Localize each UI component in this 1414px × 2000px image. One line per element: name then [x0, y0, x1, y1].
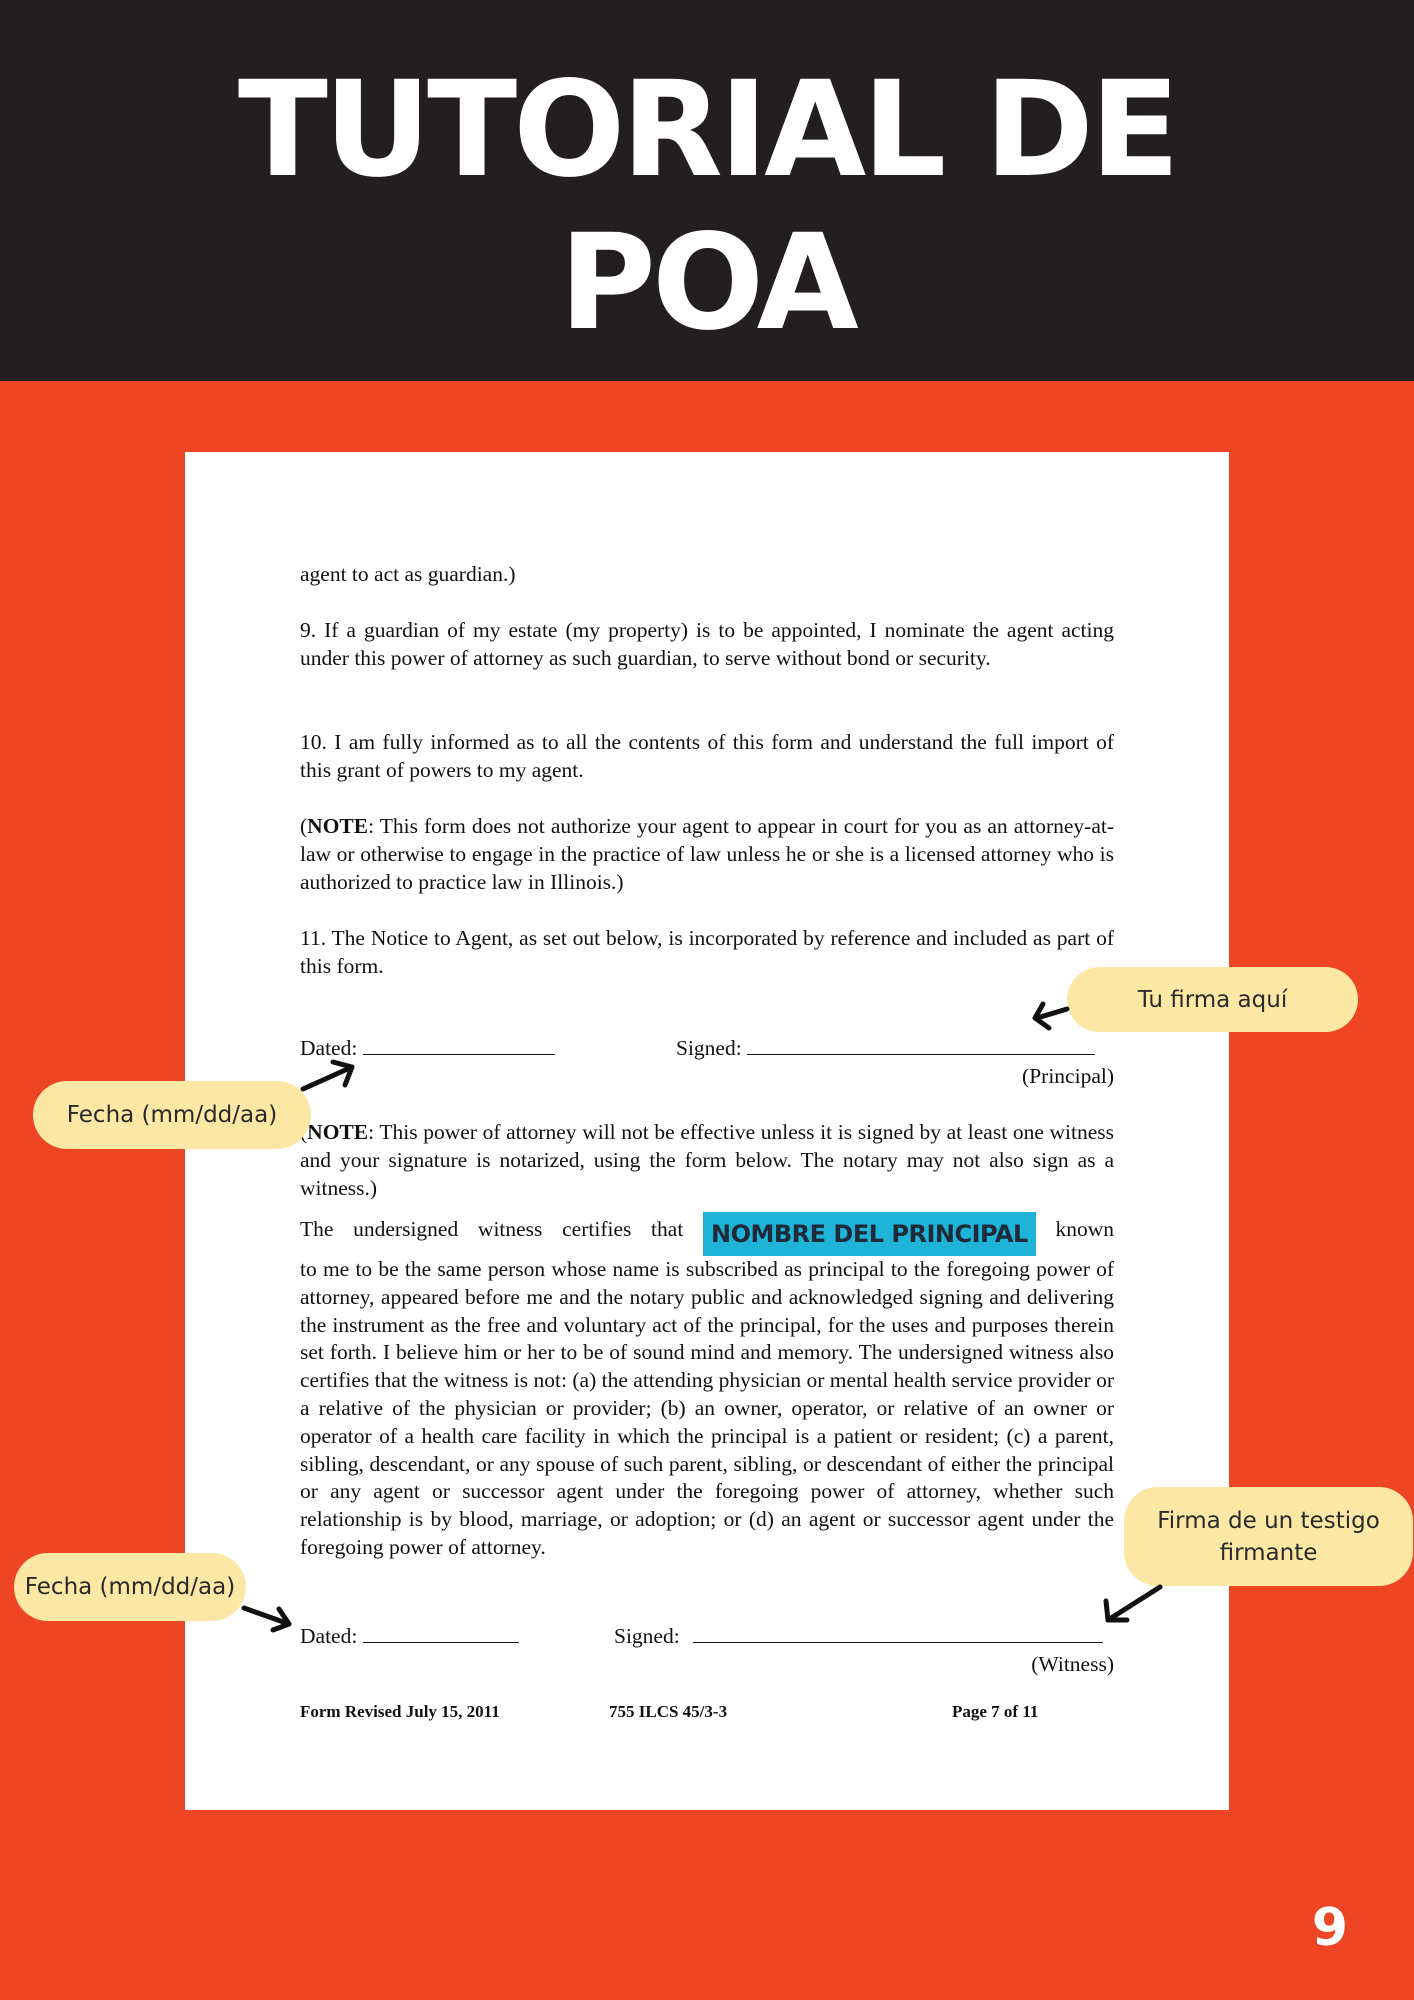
witness-signed-field[interactable]: [614, 1622, 1103, 1650]
principal-signed-field[interactable]: [676, 1034, 1095, 1062]
signature-blank[interactable]: [693, 1622, 1103, 1643]
paragraph-9: [300, 616, 1114, 672]
witness-text-start: The undersigned witness certifies that: [300, 1217, 684, 1241]
text-block: 9. If a guardian of my estate (my property) is to be appointed, I nominate the agent acting under this power of attorney as such guardian, to serve without bond or security.: [300, 618, 1114, 670]
callout-date-principal: Fecha (mm/dd/aa): [33, 1081, 311, 1149]
note-label: NOTE: [307, 1120, 369, 1144]
witness-label: (Witness): [1031, 1652, 1114, 1676]
signed-label: Signed:: [676, 1036, 742, 1060]
signature-blank[interactable]: [747, 1034, 1095, 1055]
note-paragraph-2: [300, 1118, 1114, 1202]
title-banner: [0, 0, 1414, 381]
note-text: : This form does not authorize your agent to appear in court for you as an attorney-at-law or otherwise to engage in the practice of law unless he or she is a licensed attorney who is authorized to practice law in Illinois.): [300, 814, 1114, 894]
footer-statute: 755 ILCS 45/3-3: [609, 1702, 728, 1721]
paragraph-10: [300, 728, 1114, 784]
note-label: NOTE: [307, 814, 369, 838]
callout-date-witness: Fecha (mm/dd/aa): [14, 1553, 246, 1621]
page-title-line-2: POA: [559, 206, 855, 360]
note-text: : This power of attorney will not be effective unless it is signed by at least one witness and your signature is notarized, using the form below. The notary may not also sign as a witness.): [300, 1120, 1114, 1200]
text-block: 10. I am fully informed as to all the contents of this form and understand the full import of this grant of powers to my agent.: [300, 730, 1114, 782]
text-block: 11. The Notice to Agent, as set out below, is incorporated by reference and included as part of this form.: [300, 926, 1114, 978]
dated-label: Dated:: [300, 1036, 358, 1060]
paragraph-11: [300, 924, 1114, 980]
footer-revised: Form Revised July 15, 2011: [300, 1702, 500, 1721]
witness-dated-field[interactable]: [300, 1622, 519, 1650]
dated-label: Dated:: [300, 1624, 358, 1648]
footer-page: Page 7 of 11: [952, 1702, 1039, 1721]
text-line: agent to act as guardian.): [300, 562, 516, 586]
principal-label: (Principal): [1022, 1064, 1114, 1088]
note-open-paren: (: [300, 814, 308, 838]
date-blank[interactable]: [363, 1034, 555, 1055]
principal-name-highlight[interactable]: NOMBRE DEL PRINCIPAL: [703, 1212, 1036, 1256]
page-title-line-1: TUTORIAL DE: [237, 53, 1177, 207]
witness-certification: [300, 1212, 1114, 1562]
note-paragraph-1: [300, 812, 1114, 896]
document-page: [185, 452, 1229, 1810]
signed-label: Signed:: [614, 1624, 680, 1648]
paragraph-guardian-end: [300, 560, 1114, 588]
date-blank[interactable]: [363, 1622, 519, 1643]
page-number: 9: [1311, 1898, 1349, 1958]
principal-dated-field[interactable]: [300, 1034, 555, 1062]
callout-signature-here: Tu firma aquí: [1067, 967, 1358, 1032]
callout-witness-signature: Firma de un testigo firmante: [1124, 1487, 1413, 1586]
witness-text-body: to me to be the same person whose name is subscribed as principal to the foregoing power of attorney, appeared before me and the notary public and acknowledged signing and delivering the instrument as the free and voluntary act of the principal, for the uses and purposes therein set forth. I believe him or her to be of sound mind and memory. The undersigned witness also certifies that the witness is not: (a) the attending physician or mental health service provider or a relative of the physician or provider; (b) an owner, operator, or relative of an owner or operator of a health care facility in which the principal is a patient or resident; (c) a parent, sibling, descendant, or any spouse of such parent, sibling, or descendant of either the principal or any agent or successor agent under the foregoing power of attorney, whether such relationship is by blood, marriage, or adoption; or (d) an agent or successor agent under the foregoing power of attorney.: [300, 1257, 1114, 1559]
witness-text-known: known: [1055, 1217, 1114, 1241]
